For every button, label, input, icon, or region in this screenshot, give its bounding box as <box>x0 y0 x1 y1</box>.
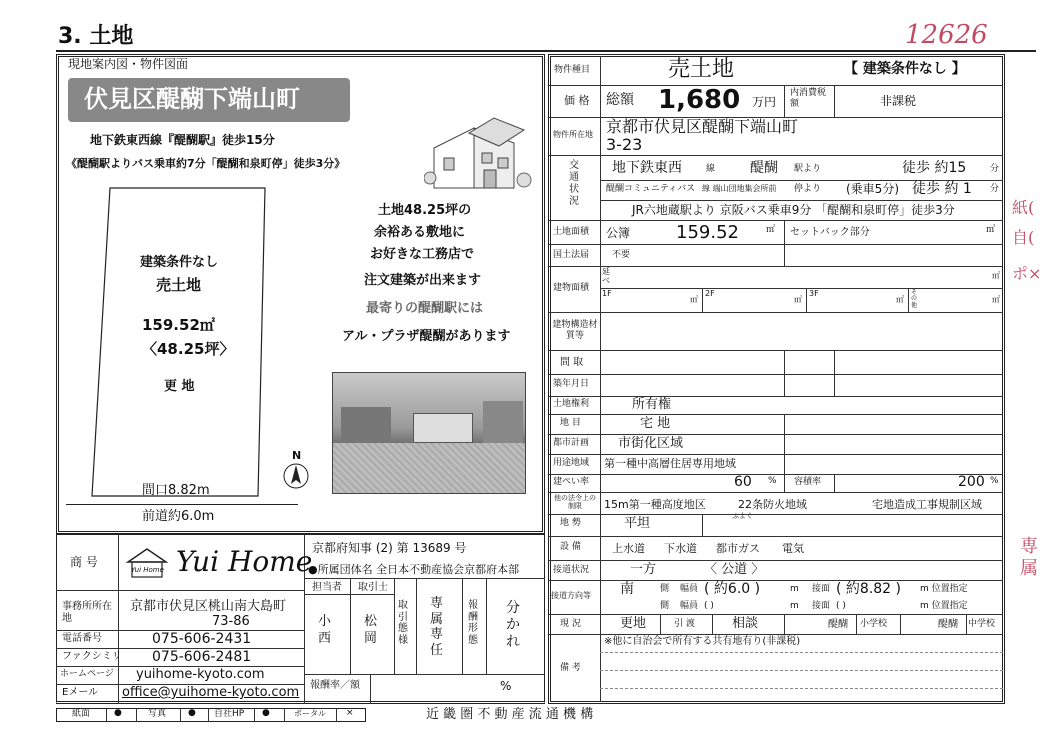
other-law-label: 他の法令上の制限 <box>554 494 596 511</box>
facility-label: 設 備 <box>560 542 581 552</box>
facility-sewer: 下水道 <box>664 542 697 555</box>
lot-status: 更 地 <box>164 379 195 394</box>
rights-value: 所有権 <box>632 397 672 412</box>
facility-electric: 電気 <box>782 542 804 555</box>
company-fax: 075-606-2481 <box>152 649 252 665</box>
fire-note: ふよく <box>732 512 753 520</box>
land-area-kind: 公簿 <box>606 226 631 240</box>
floor2-label: 2F <box>705 289 715 298</box>
trade-name-label: 商 号 <box>70 555 98 569</box>
road-side: 一方 <box>630 562 657 577</box>
category-value: 宅 地 <box>640 416 671 431</box>
terrain-label: 地 勢 <box>560 518 581 528</box>
media-hp-label: 自社HP <box>214 709 245 719</box>
margin-note-4: 専属 <box>1020 536 1038 579</box>
page-title: 3. 土地 <box>58 24 134 49</box>
road-direction: 南 <box>620 581 634 597</box>
school2-label: 中学校 <box>968 619 996 629</box>
email-label: Eメール <box>62 687 99 698</box>
setback-unit: ㎡ <box>986 225 996 235</box>
house-logo-icon <box>124 546 170 580</box>
location-1: 京都市伏見区醍醐下端山町 <box>606 117 799 136</box>
frontage-value: ( 約8.82 ) <box>836 581 901 597</box>
tel-label: 電話番号 <box>62 633 102 644</box>
agent-label: 取引士 <box>358 582 388 593</box>
media-hp-mark: ● <box>262 708 270 718</box>
media-photo-mark: ● <box>188 708 196 718</box>
far-value: 200 <box>958 474 985 490</box>
zoning-value: 第一種中高層住居専用地域 <box>604 457 736 470</box>
company-email[interactable]: office@yuihome-kyoto.com <box>122 685 300 700</box>
road-width-label: 前道約6.0m <box>142 509 215 524</box>
lot-area-tsubo: 〈48.25坪〉 <box>142 340 235 358</box>
company-address: 京都市伏見区桃山南大島町 <box>130 599 287 614</box>
layout-label: 間 取 <box>560 357 584 368</box>
frontage-label: 間口8.82m <box>142 483 210 498</box>
price-prefix: 総額 <box>606 92 634 108</box>
alt-access: JR六地蔵駅より 京阪バス乗車9分 「醍醐和泉町停」徒歩3分 <box>632 203 955 217</box>
floor3-unit: ㎡ <box>896 295 904 304</box>
price-unit: 万円 <box>752 95 777 109</box>
road-side-label-2: 側 <box>660 601 670 611</box>
lot-label-type: 売土地 <box>156 276 202 294</box>
city-plan-label: 都市計画 <box>553 438 590 448</box>
promo-line-3: お好きな工務店で <box>370 247 475 262</box>
station-name: 醍醐 <box>750 160 778 176</box>
media-paper-label: 紙面 <box>72 709 91 719</box>
facility-gas: 都市ガス <box>716 542 760 555</box>
school2-name: 醍醐 <box>938 619 958 630</box>
dev-district: 宅地造成工事規制区域 <box>872 498 982 511</box>
frontage-label-2: 接面 <box>812 601 831 611</box>
far-unit: % <box>990 476 999 486</box>
location-2: 3-23 <box>606 135 643 154</box>
logo-small-text: Yui Home <box>131 566 164 574</box>
floor2-unit: ㎡ <box>794 295 802 304</box>
fire-district: 22条防火地域 <box>738 498 807 511</box>
fee-split: 分かれ <box>506 600 520 650</box>
school1-name: 醍醐 <box>828 619 848 630</box>
logo-text: Yui Home <box>176 545 313 578</box>
fee-percent: % <box>500 679 512 693</box>
remarks-text: ※他に自治会で所有する共有地有り(非課税) <box>604 636 801 647</box>
property-type: 売土地 <box>668 57 735 82</box>
structure-label: 建物構造材質等 <box>552 320 598 341</box>
national-value: 不要 <box>612 250 631 260</box>
setback-label: セットバック部分 <box>790 227 870 238</box>
media-portal-label: ポータル <box>294 709 326 718</box>
staff-label: 担当者 <box>312 582 342 593</box>
tax-value: 非課税 <box>880 94 917 108</box>
rights-label: 土地権利 <box>553 399 590 409</box>
fee-form-label: 報酬形態 <box>468 600 478 646</box>
far-label: 容積率 <box>794 477 822 487</box>
lot-label-condition: 建築条件なし <box>140 255 219 270</box>
fax-label: ファクシミリ <box>62 651 122 662</box>
facility-water: 上水道 <box>612 542 645 555</box>
zoning-label: 用途地域 <box>553 458 590 468</box>
school1-label: 小学校 <box>860 619 888 629</box>
staff-name: 小 西 <box>318 614 332 646</box>
national-label: 国土法届 <box>553 250 590 260</box>
road-width-value: ( 約6.0 ) <box>704 581 761 597</box>
bus-line: 線 端山団地集会所前 <box>702 184 777 193</box>
fee-rate-label: 報酬率／額 <box>310 680 360 691</box>
bus-walk: 徒歩 約 1 <box>912 181 972 197</box>
floor1-unit: ㎡ <box>690 295 698 304</box>
company-address-2: 73-86 <box>212 614 250 629</box>
height-district: 15m第一種高度地区 <box>604 498 706 511</box>
remarks-label: 備 考 <box>560 663 581 673</box>
bcr-value: 60 <box>734 474 752 490</box>
location-label: 物件所在地 <box>553 130 593 139</box>
road-dir-label: 接道方向等 <box>551 591 591 600</box>
association: ●所属団体名 全日本不動産協会京都府本部 <box>308 563 520 576</box>
margin-note-3: ポ× <box>1012 264 1042 283</box>
access-bus: 《醍醐駅よりバス乗車約7分「醍醐和泉町停」徒歩3分》 <box>66 157 346 170</box>
access-subway: 地下鉄東西線『醍醐駅』徒歩15分 <box>90 133 275 147</box>
city-plan-value: 市街化区域 <box>618 436 684 451</box>
promo-line-1: 土地48.25坪の <box>378 203 472 218</box>
agent-name: 松 岡 <box>364 614 378 646</box>
floor-other-unit: ㎡ <box>992 295 1000 304</box>
area-name: 伏見区醍醐下端山町 <box>84 85 300 113</box>
road-side-label-1: 側 <box>660 584 670 594</box>
land-area-label: 土地面積 <box>553 227 590 237</box>
total-floor-label: 延べ <box>602 267 610 285</box>
road-line <box>66 504 298 505</box>
frontage-empty: ( ) <box>836 601 846 611</box>
floor-other-label: その他 <box>911 289 918 309</box>
price-value: 1,680 <box>658 85 741 115</box>
frontage-label-1: 接面 <box>812 584 831 594</box>
current-label: 現 況 <box>560 619 581 629</box>
position-label-2: m 位置指定 <box>920 601 968 611</box>
hp-label: ホームページ <box>60 669 114 679</box>
floor1-label: 1F <box>602 289 612 298</box>
margin-note-1: 紙( <box>1012 198 1035 217</box>
promo-line-2: 余裕ある敷地に <box>374 225 466 240</box>
category-label: 地 目 <box>560 418 581 428</box>
road-type: 〈 公道 〉 <box>704 562 765 577</box>
media-portal-mark: × <box>346 708 354 718</box>
bcr-label: 建ぺい率 <box>553 477 590 487</box>
company-tel: 075-606-2431 <box>152 631 252 647</box>
media-photo-label: 写真 <box>148 709 167 719</box>
road-label: 接道状況 <box>553 565 590 575</box>
total-floor-unit: ㎡ <box>992 271 1000 280</box>
road-m-2: m <box>790 601 799 611</box>
price-label: 価 格 <box>564 94 590 107</box>
line-name: 地下鉄東西 <box>612 160 682 176</box>
promo-line-6: アル・プラザ醍醐があります <box>342 329 511 344</box>
road-width-label-2: 幅員 <box>680 601 699 611</box>
walk-time: 徒歩 約15 <box>902 160 967 176</box>
built-label: 築年月日 <box>553 379 590 389</box>
floor3-label: 3F <box>809 289 819 298</box>
site-photo <box>332 372 526 494</box>
bus-ride: (乗車5分) <box>846 182 899 196</box>
margin-note-2: 自( <box>1012 228 1035 247</box>
company-hp[interactable]: yuihome-kyoto.com <box>136 667 265 682</box>
address-label: 事務所所在地 <box>62 601 112 624</box>
bus-stop-suffix: 停より <box>794 184 822 194</box>
line-suffix: 線 <box>706 164 716 174</box>
road-width-empty: ( ) <box>704 601 714 611</box>
road-m-1: m <box>790 584 799 594</box>
bus-name: 醍醐コミュニティバス <box>606 184 696 194</box>
current-value: 更地 <box>620 616 647 631</box>
road-width-label-1: 幅員 <box>680 584 699 594</box>
land-area-unit: ㎡ <box>766 225 776 235</box>
transport-label: 交通状況 <box>569 160 579 207</box>
bcr-unit: % <box>768 476 777 486</box>
walk-unit: 分 <box>990 164 1000 174</box>
lot-area-sqm: 159.52㎡ <box>142 316 215 334</box>
deal-type-label: 取引態様 <box>398 600 408 646</box>
tax-label: 内消費税額 <box>790 88 827 109</box>
position-label-1: m 位置指定 <box>920 584 968 594</box>
terrain-value: 平坦 <box>624 516 651 531</box>
bus-walk-unit: 分 <box>990 184 1000 194</box>
building-area-label: 建物面積 <box>553 283 590 293</box>
land-area-value: 159.52 <box>676 222 739 243</box>
map-caption: 現地案内図・物件図面 <box>68 57 189 71</box>
delivery-value: 相談 <box>732 616 759 631</box>
footer-org: 近 畿 圏 不 動 産 流 通 機 構 <box>426 707 594 722</box>
north-label: N <box>292 449 302 462</box>
promo-line-5: 最寄りの醍醐駅には <box>366 301 484 316</box>
house-illustration <box>424 108 534 198</box>
station-suffix: 駅より <box>794 164 822 174</box>
deal-type-exclusive: 専属専任 <box>430 596 444 658</box>
type-label: 物件種目 <box>554 65 591 75</box>
media-paper-mark: ● <box>114 708 122 718</box>
promo-line-4: 注文建築が出来ます <box>364 273 482 288</box>
delivery-label: 引 渡 <box>674 619 695 629</box>
handwritten-number: 12626 <box>905 20 988 50</box>
header-rule <box>56 50 1036 52</box>
license-number: 京都府知事 (2) 第 13689 号 <box>312 541 467 555</box>
building-condition: 【 建築条件なし 】 <box>844 61 966 77</box>
north-arrow-icon <box>282 462 310 490</box>
